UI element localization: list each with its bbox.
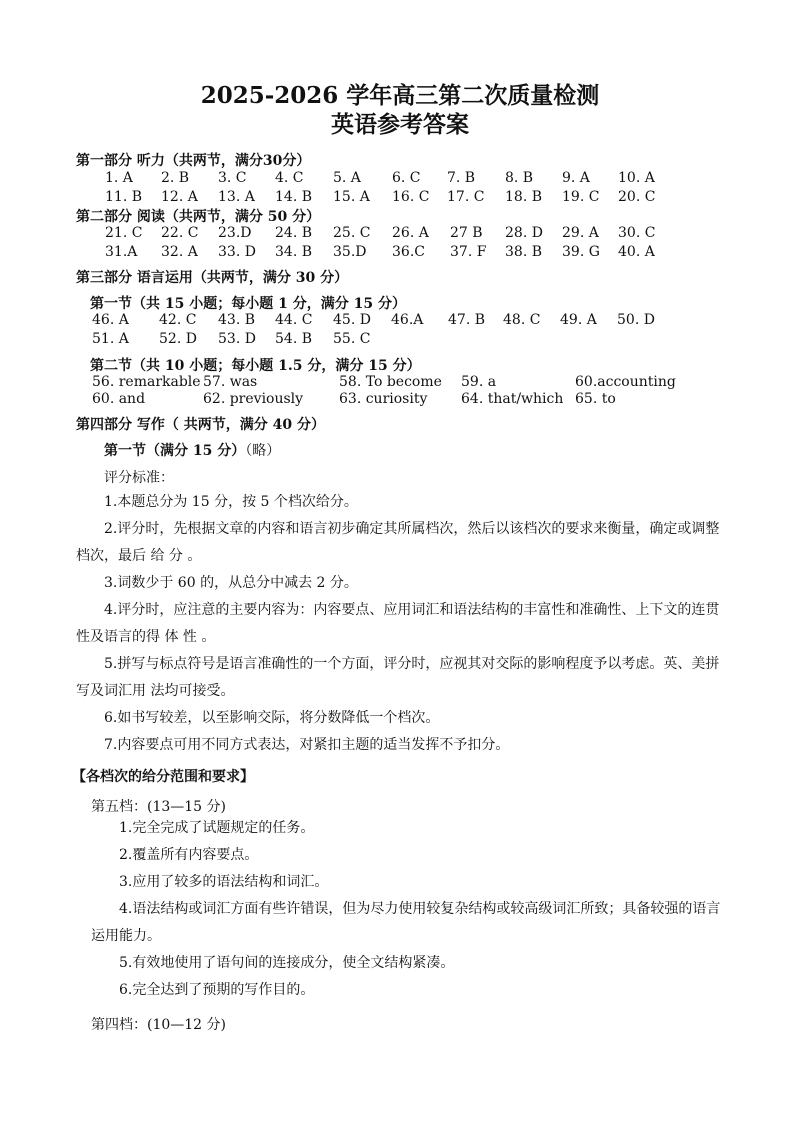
- answer-item: 26. A: [392, 225, 429, 241]
- answer-item: 4. C: [275, 170, 304, 186]
- level5-item: 4.语法结构或词汇方面有些许错误，但为尽力使用较复杂结构或较高级词汇所致；具备较强的语言运用能力。: [91, 901, 721, 944]
- criteria-item: 5.拼写与标点符号是语言准确性的一个方面，评分时，应视其对交际的影响程度予以考虑。英、美拼写及词汇用 法均可接受。: [76, 656, 720, 699]
- answer-item: 52. D: [159, 331, 197, 347]
- answer-item: 58. To become: [339, 374, 442, 390]
- answer-item: 6. C: [392, 170, 421, 186]
- answer-item: 3. C: [218, 170, 247, 186]
- part3-section1-row1: [0, 312, 800, 330]
- part4-heading: 第四部分 写作（ 共两节，满分 40 分）: [76, 417, 325, 433]
- part1-heading: 第一部分 听力（共两节，满分30分）: [76, 153, 311, 169]
- criteria-list: [76, 489, 726, 759]
- answer-item: 43. B: [218, 312, 256, 328]
- answer-item: 14. B: [275, 189, 313, 205]
- answer-item: 35.D: [333, 244, 367, 260]
- criteria-item: 4.评分时，应注意的主要内容为：内容要点、应用词汇和语法结构的丰富性和准确性、上下文的连贯性及语言的得 体 性 。: [76, 602, 720, 645]
- part1-answers-row1: [0, 170, 800, 188]
- answer-item: 36.C: [392, 244, 425, 260]
- answer-item: 29. A: [562, 225, 599, 241]
- level5-item: 1.完全完成了试题规定的任务。: [119, 820, 315, 836]
- answer-item: 56. remarkable: [92, 374, 201, 390]
- answer-item: 46.A: [391, 312, 424, 328]
- level5-item: 2.覆盖所有内容要点。: [119, 847, 259, 863]
- answer-item: 57. was: [203, 374, 258, 390]
- answer-item: 60. and: [92, 391, 146, 407]
- part3-heading: 第三部分 语言运用（共两节，满分 30 分）: [76, 270, 349, 286]
- answer-item: 22. C: [161, 225, 199, 241]
- answer-item: 64. that/which: [461, 391, 564, 407]
- answer-item: 48. C: [503, 312, 541, 328]
- answer-item: 17. C: [447, 189, 485, 205]
- criteria-item: 1.本题总分为 15 分，按 5 个档次给分。: [104, 494, 358, 510]
- answer-item: 38. B: [505, 244, 543, 260]
- answer-item: 2. B: [161, 170, 190, 186]
- answer-item: 65. to: [575, 391, 616, 407]
- answer-item: 10. A: [618, 170, 655, 186]
- answer-item: 21. C: [105, 225, 143, 241]
- answer-item: 49. A: [560, 312, 597, 328]
- answer-item: 8. B: [505, 170, 534, 186]
- answer-item: 60.accounting: [575, 374, 676, 390]
- answer-item: 9. A: [562, 170, 590, 186]
- answer-item: 33. D: [218, 244, 256, 260]
- answer-item: 34. B: [275, 244, 313, 260]
- page-title: 2025-2026 学年高三第二次质量检测: [200, 82, 600, 109]
- part2-heading: 第二部分 阅读（共两节，满分 50 分）: [76, 209, 321, 225]
- answer-item: 12. A: [161, 189, 198, 205]
- answer-item: 59. a: [461, 374, 497, 390]
- answer-item: 44. C: [275, 312, 313, 328]
- answer-item: 7. B: [447, 170, 476, 186]
- level5-item: 3.应用了较多的语法结构和词汇。: [119, 874, 329, 890]
- part2-answers-row2: [0, 244, 800, 262]
- answer-item: 5. A: [333, 170, 361, 186]
- answer-item: 11. B: [105, 189, 143, 205]
- part3-section2-heading: 第二节（共 10 小题；每小题 1.5 分，满分 15 分）: [90, 358, 421, 374]
- part4-section1-heading: 第一节（满分 15 分）: [104, 443, 246, 459]
- page-subtitle: 英语参考答案: [331, 111, 469, 138]
- answer-item: 62. previously: [203, 391, 304, 407]
- level5-list: [91, 815, 731, 1004]
- level5-item: 5.有效地使用了语句间的连接成分，使全文结构紧凑。: [119, 955, 455, 971]
- answer-item: 39. G: [562, 244, 600, 260]
- level5-item: 6.完全达到了预期的写作目的。: [119, 982, 315, 998]
- answer-item: 1. A: [105, 170, 133, 186]
- level4-label: 第四档：(10—12 分): [91, 1017, 227, 1033]
- answer-item: 53. D: [218, 331, 256, 347]
- part1-answers-row2: [0, 189, 800, 207]
- answer-item: 45. D: [333, 312, 371, 328]
- answer-item: 46. A: [92, 312, 129, 328]
- part3-section2-row1: [0, 374, 800, 392]
- answer-item: 51. A: [92, 331, 129, 347]
- part3-section1-heading: 第一节（共 15 小题；每小题 1 分，满分 15 分）: [90, 296, 406, 312]
- answer-item: 54. B: [275, 331, 313, 347]
- answer-item: 42. C: [159, 312, 197, 328]
- level5-label: 第五档：(13—15 分): [91, 799, 227, 815]
- answer-item: 24. B: [275, 225, 313, 241]
- answer-item: 16. C: [392, 189, 430, 205]
- levels-heading: 【各档次的给分范围和要求】: [72, 769, 254, 785]
- answer-item: 40. A: [618, 244, 655, 260]
- answer-item: 13. A: [218, 189, 255, 205]
- answer-item: 15. A: [333, 189, 370, 205]
- part3-section2-row2: [0, 391, 800, 409]
- answer-item: 37. F: [450, 244, 487, 260]
- answer-item: 19. C: [562, 189, 600, 205]
- criteria-item: 6.如书写较差，以至影响交际，将分数降低一个档次。: [104, 710, 440, 726]
- answer-item: 30. C: [618, 225, 656, 241]
- answer-item: 23.D: [218, 225, 252, 241]
- criteria-label: 评分标准：: [104, 470, 174, 486]
- answer-item: 55. C: [333, 331, 371, 347]
- answer-item: 27 B: [450, 225, 483, 241]
- answer-item: 31.A: [105, 244, 138, 260]
- criteria-item: 2.评分时，先根据文章的内容和语言初步确定其所属档次，然后以该档次的要求来衡量，确定或调整档次，最后 给 分 。: [76, 521, 720, 564]
- criteria-item: 7.内容要点可用不同方式表达，对紧扣主题的适当发挥不予扣分。: [104, 737, 510, 753]
- part3-section1-row2: [0, 331, 800, 349]
- answer-item: 50. D: [617, 312, 655, 328]
- answer-item: 47. B: [448, 312, 486, 328]
- criteria-item: 3.词数少于 60 的，从总分中减去 2 分。: [104, 575, 358, 591]
- part4-section1-note: （略）: [245, 443, 281, 459]
- part4-section1-line: [104, 440, 280, 460]
- answer-item: 20. C: [618, 189, 656, 205]
- part2-answers-row1: [0, 225, 800, 243]
- answer-item: 28. D: [505, 225, 543, 241]
- answer-item: 25. C: [333, 225, 371, 241]
- answer-item: 18. B: [505, 189, 543, 205]
- answer-item: 32. A: [161, 244, 198, 260]
- answer-item: 63. curiosity: [339, 391, 428, 407]
